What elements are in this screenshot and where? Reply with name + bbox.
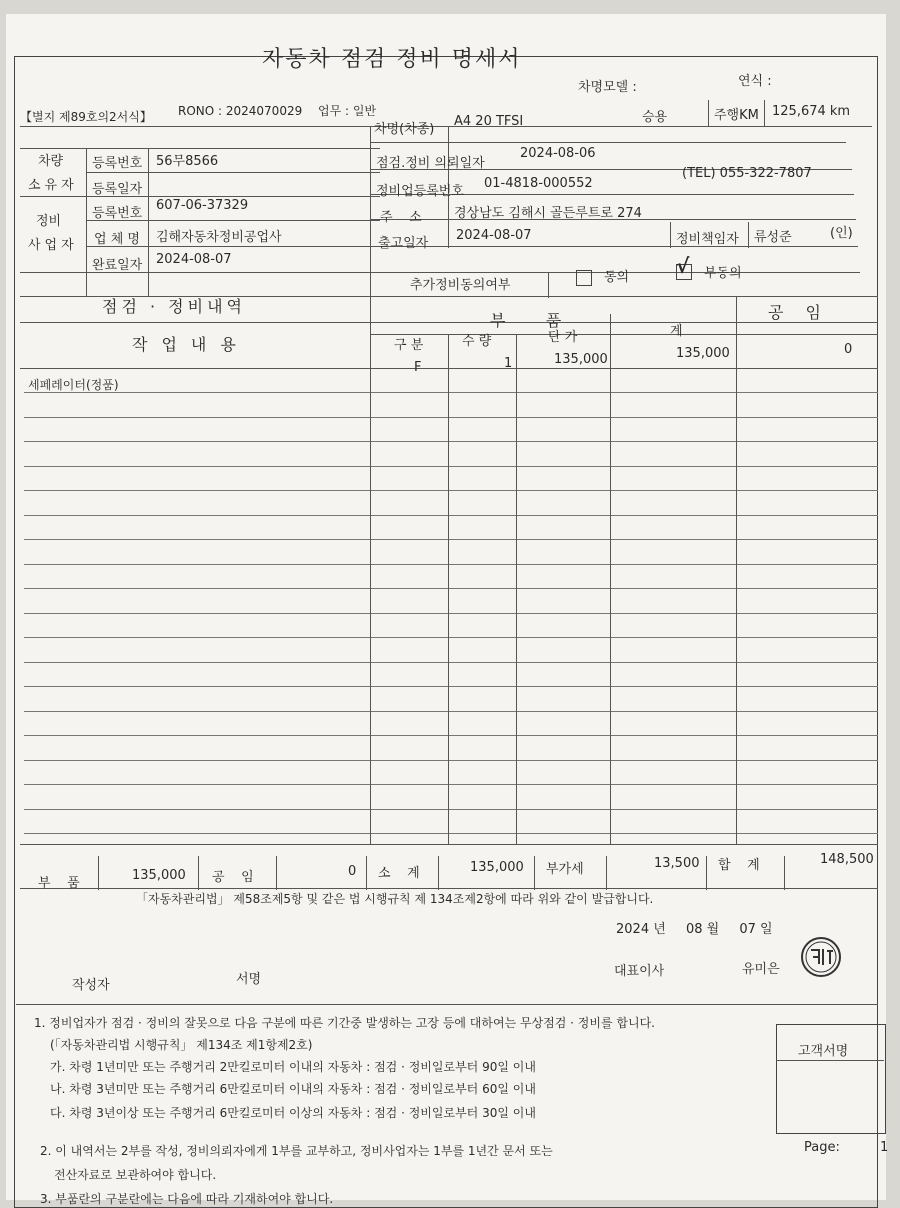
hline bbox=[20, 126, 872, 127]
ceo-label: 대표이사 bbox=[614, 964, 665, 979]
note-1-b: 나. 차령 3년미만 또는 주행거리 6만킬로미터 이내의 자동차 : 점검 · 정비일로부터 60일 이내 bbox=[50, 1082, 536, 1096]
note-1-c: 다. 차령 3년이상 또는 주행거리 6만킬로미터 이상의 자동차 : 점검 · 정비일로부터 30일 이내 bbox=[50, 1106, 536, 1120]
vat: 13,500 bbox=[654, 856, 700, 871]
note-2: 2. 이 내역서는 2부를 작성, 정비의뢰자에게 1부를 교부하고, 정비사업자는 1부를 1년간 문서 또는 bbox=[40, 1144, 553, 1158]
hline bbox=[20, 196, 380, 197]
table-rule bbox=[24, 588, 878, 589]
vline bbox=[370, 126, 371, 296]
sum-parts: 135,000 bbox=[132, 868, 186, 883]
request-date: 2024-08-06 bbox=[520, 146, 596, 161]
table-rule bbox=[24, 539, 878, 540]
vehicle-category: 승용 bbox=[642, 110, 668, 125]
vline bbox=[86, 148, 87, 296]
disagree-label: 부동의 bbox=[704, 266, 742, 281]
row-qty: 1 bbox=[504, 356, 513, 371]
hline bbox=[370, 334, 878, 335]
business-reg-no: 607-06-37329 bbox=[156, 198, 249, 213]
table-rule bbox=[24, 784, 878, 785]
subtotal: 135,000 bbox=[470, 860, 524, 875]
hline bbox=[20, 148, 380, 149]
manager-label: 정비책임자 bbox=[676, 232, 739, 247]
shop-name: 김해자동차정비공업사 bbox=[156, 230, 282, 245]
vehicle-name: A4 20 TFSI bbox=[454, 114, 524, 129]
vline bbox=[448, 334, 449, 844]
vline bbox=[706, 856, 707, 890]
work-type: 업무 : 일반 bbox=[318, 104, 377, 118]
row-total: 135,000 bbox=[676, 346, 730, 361]
hline bbox=[20, 368, 878, 369]
page-number: 1 bbox=[880, 1140, 889, 1155]
owner-reg-no-label: 등록번호 bbox=[92, 156, 143, 171]
table-rule bbox=[24, 441, 878, 442]
request-date-label: 점검.정비 의뢰일자 bbox=[376, 156, 485, 171]
release-date-label: 출고일자 bbox=[378, 236, 429, 251]
address-label: 주 소 bbox=[380, 210, 422, 225]
vehicle-name-label: 차명(차종) bbox=[374, 122, 435, 137]
total-label: 합 계 bbox=[718, 858, 760, 873]
vline bbox=[736, 296, 737, 844]
table-rule bbox=[24, 515, 878, 516]
agree-label: 동의 bbox=[604, 270, 630, 285]
table-rule bbox=[24, 662, 878, 663]
issue-day: 07 bbox=[739, 922, 756, 937]
hline bbox=[776, 1060, 884, 1061]
hline bbox=[20, 844, 878, 845]
complete-date: 2024-08-07 bbox=[156, 252, 232, 267]
issue-day-unit: 일 bbox=[760, 922, 773, 937]
customer-sign-label: 고객서명 bbox=[798, 1044, 849, 1059]
vline bbox=[548, 272, 549, 298]
year-label: 연식 : bbox=[738, 74, 772, 89]
issue-year-unit: 년 bbox=[653, 922, 666, 937]
hline bbox=[16, 1004, 878, 1005]
parts-header: 부 품 bbox=[490, 311, 566, 330]
shop-name-label: 업 체 명 bbox=[94, 232, 140, 247]
page-label: Page: bbox=[804, 1140, 840, 1155]
mileage-label: 주행KM bbox=[714, 108, 759, 123]
manager-name: 류성준 bbox=[754, 230, 792, 245]
vline bbox=[534, 856, 535, 890]
vline bbox=[610, 314, 611, 844]
vline bbox=[606, 856, 607, 890]
table-rule bbox=[24, 711, 878, 712]
address: 경상남도 김해시 골든루트로 274 bbox=[454, 206, 642, 221]
sign-label: 서명 bbox=[236, 972, 262, 987]
hline bbox=[370, 142, 846, 143]
table-rule bbox=[24, 564, 878, 565]
sum-parts-label: 부 품 bbox=[38, 876, 80, 891]
author-label: 작성자 bbox=[72, 978, 110, 993]
labor-header: 공임 bbox=[768, 303, 843, 322]
table-rule bbox=[24, 466, 878, 467]
mileage-value: 125,674 km bbox=[772, 104, 851, 119]
table-rule bbox=[24, 490, 878, 491]
vat-label: 부가세 bbox=[546, 862, 584, 877]
vline bbox=[670, 222, 671, 248]
page-title: 자동차 점검 정비 명세서 bbox=[262, 47, 522, 72]
col-type-header: 구 분 bbox=[394, 338, 424, 353]
license-no-label: 정비업등록번호 bbox=[376, 184, 464, 199]
ceo-name: 유미은 bbox=[742, 962, 780, 977]
note-1-a: 가. 차령 1년미만 또는 주행거리 2만킬로미터 이내의 자동차 : 점검 · 정비일로부터 90일 이내 bbox=[50, 1060, 536, 1074]
sum-labor-label: 공 임 bbox=[212, 870, 254, 885]
form-reference: 【별지 제89호의2서식】 bbox=[20, 110, 152, 124]
table-rule bbox=[24, 760, 878, 761]
col-unit-header: 단 가 bbox=[548, 330, 578, 345]
note-1-ref: (「자동차관리법 시행규칙」 제134조 제1항제2호) bbox=[50, 1038, 313, 1052]
table-rule bbox=[24, 417, 878, 418]
complete-date-label: 완료일자 bbox=[92, 258, 143, 273]
business-tel: (TEL) 055-322-7807 bbox=[682, 166, 812, 181]
vline bbox=[148, 148, 149, 296]
table-rule bbox=[24, 686, 878, 687]
model-label: 차명모델 : bbox=[578, 80, 637, 95]
vline bbox=[438, 856, 439, 890]
owner-reg-no: 56무8566 bbox=[156, 154, 219, 169]
vline bbox=[764, 100, 765, 126]
issue-date bbox=[616, 918, 773, 937]
issue-year: 2024 bbox=[616, 922, 650, 937]
issue-month-unit: 월 bbox=[706, 922, 720, 937]
subtotal-label: 소 계 bbox=[378, 866, 420, 881]
table-rule bbox=[24, 735, 878, 736]
business-section-label: 정비 bbox=[36, 214, 62, 229]
business-reg-no-label: 등록번호 bbox=[92, 206, 143, 221]
hline bbox=[370, 246, 858, 247]
license-no: 01-4818-000552 bbox=[484, 176, 593, 191]
vline bbox=[98, 856, 99, 890]
row-work: 세페레이터(정품) bbox=[28, 378, 119, 392]
manager-seal-mark: (인) bbox=[830, 226, 853, 241]
work-content-header: 작업내용 bbox=[132, 335, 250, 354]
owner-reg-date-label: 등록일자 bbox=[92, 182, 143, 197]
hline bbox=[20, 888, 878, 889]
vline bbox=[784, 856, 785, 890]
check-mark-icon: √ bbox=[676, 254, 690, 278]
vline bbox=[198, 856, 199, 890]
owner-section-label: 차량 bbox=[38, 154, 64, 169]
table-rule bbox=[24, 809, 878, 810]
grand-total: 148,500 bbox=[820, 852, 874, 867]
note-2-cont: 전산자료로 보관하여야 합니다. bbox=[54, 1168, 217, 1182]
table-rule bbox=[24, 613, 878, 614]
row-labor: 0 bbox=[844, 342, 853, 357]
vline bbox=[366, 856, 367, 890]
business-section-label-2: 사업자 bbox=[28, 238, 78, 253]
vline bbox=[276, 856, 277, 890]
col-total-header: 계 bbox=[670, 324, 683, 339]
col-qty-header: 수 량 bbox=[462, 334, 492, 349]
table-rule bbox=[24, 833, 878, 834]
hline bbox=[20, 322, 878, 323]
note-1: 1. 정비업자가 점검 · 정비의 잘못으로 다음 구분에 따른 기간중 발생하는 고장 등에 대하여는 무상점검 · 정비를 합니다. bbox=[34, 1016, 655, 1030]
row-type: F bbox=[414, 360, 422, 375]
rono: RONO : 2024070029 bbox=[178, 104, 303, 118]
issue-month: 08 bbox=[685, 922, 703, 937]
owner-section-label-2: 소유자 bbox=[28, 178, 78, 193]
note-3: 3. 부품란의 구분란에는 다음에 따라 기재하여야 합니다. bbox=[40, 1192, 334, 1206]
company-seal-icon bbox=[800, 936, 842, 978]
release-date: 2024-08-07 bbox=[456, 228, 532, 243]
vline bbox=[516, 334, 517, 844]
consent-label: 추가정비동의여부 bbox=[410, 278, 511, 293]
document-page bbox=[6, 14, 889, 1206]
detail-section-title: 점검 · 정비내역 bbox=[102, 297, 246, 316]
vline bbox=[748, 222, 749, 248]
agree-checkbox[interactable] bbox=[576, 270, 592, 286]
row-unit-price: 135,000 bbox=[554, 352, 608, 367]
table-rule bbox=[24, 392, 878, 393]
vline bbox=[708, 100, 709, 126]
sum-labor: 0 bbox=[348, 864, 357, 879]
table-rule bbox=[24, 637, 878, 638]
hline bbox=[86, 172, 380, 173]
issue-statement: 「자동차관리법」 제58조제5항 및 같은 법 시행규칙 제 134조제2항에 따라 위와 같이 발급합니다. bbox=[136, 892, 654, 906]
vline bbox=[370, 296, 371, 844]
